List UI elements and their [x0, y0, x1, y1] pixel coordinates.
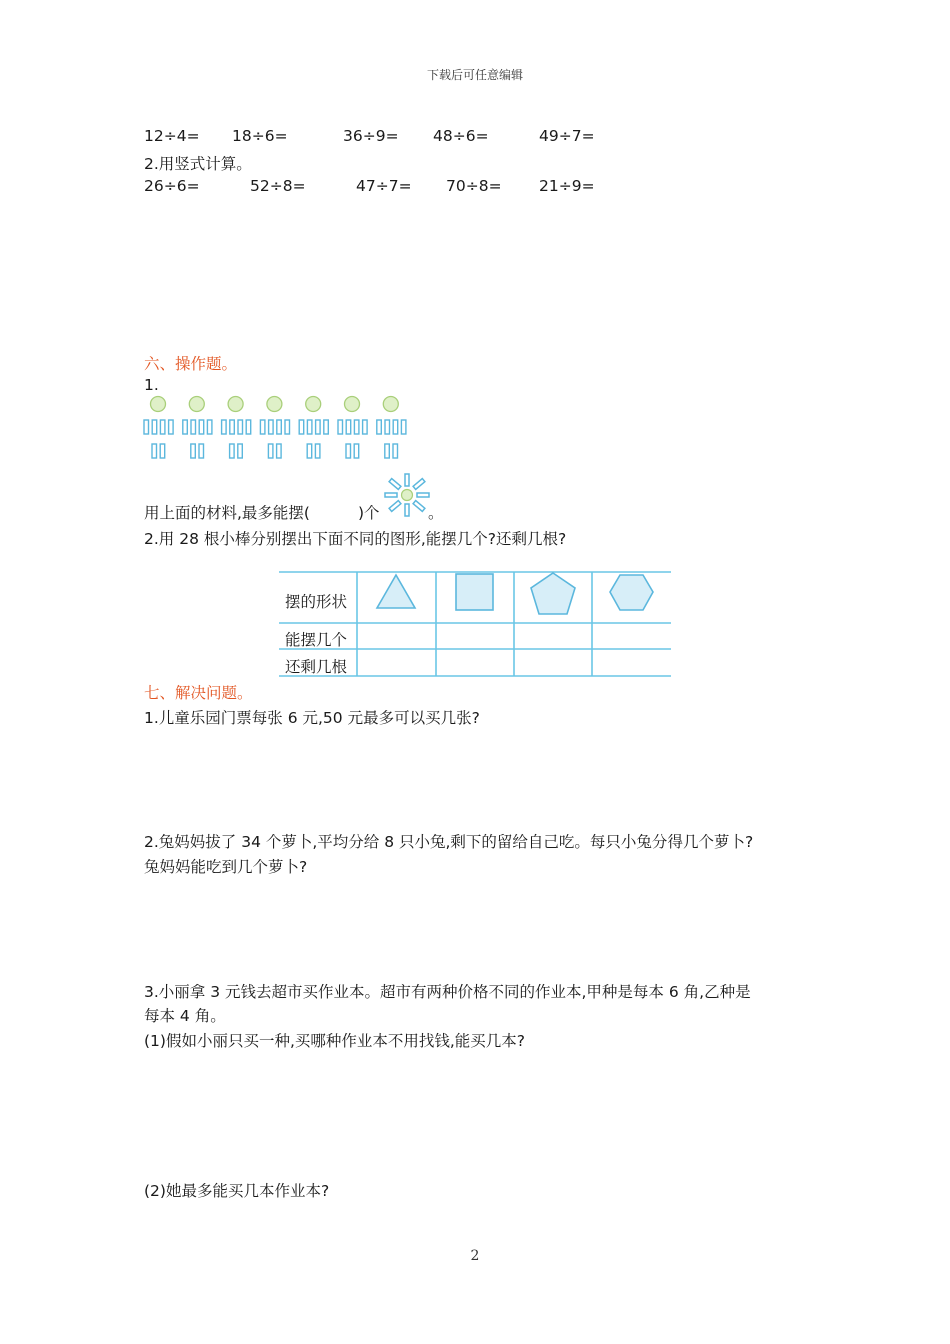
q7-3-line2: 每本 4 角。: [144, 1007, 226, 1025]
stick: [152, 444, 157, 458]
hexagon-icon: [610, 575, 653, 610]
stick: [385, 420, 390, 434]
stick: [191, 444, 196, 458]
q6-1-text-before: 用上面的材料,最多能摆(: [144, 504, 310, 522]
stick: [401, 420, 406, 434]
q7-3-sub1: (1)假如小丽只买一种,买哪种作业本不用找钱,能买几本?: [144, 1032, 526, 1050]
stick: [385, 444, 390, 458]
q6-1-text-after: )个: [358, 504, 380, 522]
problem-10: 21÷9=: [539, 177, 595, 195]
stick: [307, 420, 312, 434]
bead-circle: [151, 397, 166, 412]
stick: [160, 444, 165, 458]
stick: [277, 444, 282, 458]
stick: [169, 420, 174, 434]
row-label-remainder: 还剩几根: [285, 658, 348, 676]
q6-1-label: 1.: [144, 376, 159, 394]
problem-3: 36÷9=: [343, 127, 399, 145]
header-note: 下载后可任意编辑: [426, 68, 523, 82]
stick: [152, 420, 157, 434]
stick: [222, 420, 227, 434]
stick: [377, 420, 382, 434]
bead-circle: [228, 397, 243, 412]
square-icon: [456, 574, 493, 610]
stick: [299, 420, 304, 434]
row-label-shape: 摆的形状: [285, 593, 348, 611]
q7-2-line1: 2.兔妈妈拔了 34 个萝卜,平均分给 8 只小兔,剩下的留给自己吃。每只小兔分得几个萝卜?: [144, 833, 754, 851]
stick: [277, 420, 282, 434]
stick: [285, 420, 290, 434]
stick: [207, 420, 212, 434]
triangle-icon: [377, 575, 415, 608]
stick: [324, 420, 329, 434]
stick: [307, 444, 312, 458]
problem-9: 70÷8=: [446, 177, 502, 195]
q7-3-line1: 3.小丽拿 3 元钱去超市买作业本。超市有两种价格不同的作业本,甲种是每本 6 角,乙种是: [144, 983, 751, 1001]
stick: [354, 444, 359, 458]
problem-2: 18÷6=: [232, 127, 288, 145]
stick: [346, 420, 351, 434]
q7-1: 1.儿童乐园门票每张 6 元,50 元最多可以买几张?: [144, 709, 480, 727]
stick: [269, 420, 274, 434]
problem-4: 48÷6=: [433, 127, 489, 145]
stick: [346, 444, 351, 458]
q7-2-line2: 兔妈妈能吃到几个萝卜?: [144, 858, 308, 876]
stick: [160, 420, 165, 434]
section6-title: 六、操作题。: [144, 355, 238, 373]
stick: [338, 420, 343, 434]
stick: [199, 420, 204, 434]
materials-illustration: [142, 395, 412, 460]
stick: [268, 444, 273, 458]
stick: [199, 444, 204, 458]
stick: [363, 420, 368, 434]
bead-circle: [383, 397, 398, 412]
row-label-count: 能摆几个: [285, 631, 348, 649]
bead-circle: [306, 397, 321, 412]
bead-circle: [267, 397, 282, 412]
q6-2-text: 2.用 28 根小棒分别摆出下面不同的图形,能摆几个?还剩几根?: [144, 530, 567, 548]
stick: [393, 420, 398, 434]
stick: [315, 444, 320, 458]
stick: [246, 420, 251, 434]
stick: [238, 444, 243, 458]
stick: [260, 420, 265, 434]
q2-title: 2.用竖式计算。: [144, 155, 252, 173]
bead-circle: [345, 397, 360, 412]
problem-5: 49÷7=: [539, 127, 595, 145]
q6-1-end: 。: [428, 504, 444, 522]
stick: [183, 420, 188, 434]
stick: [354, 420, 359, 434]
section7-title: 七、解决问题。: [144, 684, 253, 702]
stick: [393, 444, 398, 458]
sun-shape-icon: [383, 472, 431, 518]
problem-8: 47÷7=: [356, 177, 412, 195]
problem-6: 26÷6=: [144, 177, 200, 195]
stick: [238, 420, 243, 434]
bead-circle: [189, 397, 204, 412]
stick: [230, 420, 235, 434]
problem-1: 12÷4=: [144, 127, 200, 145]
q7-3-sub2: (2)她最多能买几本作业本?: [144, 1182, 330, 1200]
stick: [144, 420, 149, 434]
stick: [191, 420, 196, 434]
pentagon-icon: [531, 573, 575, 614]
problem-7: 52÷8=: [250, 177, 306, 195]
stick: [230, 444, 235, 458]
stick: [316, 420, 321, 434]
page-number: 2: [470, 1248, 480, 1264]
